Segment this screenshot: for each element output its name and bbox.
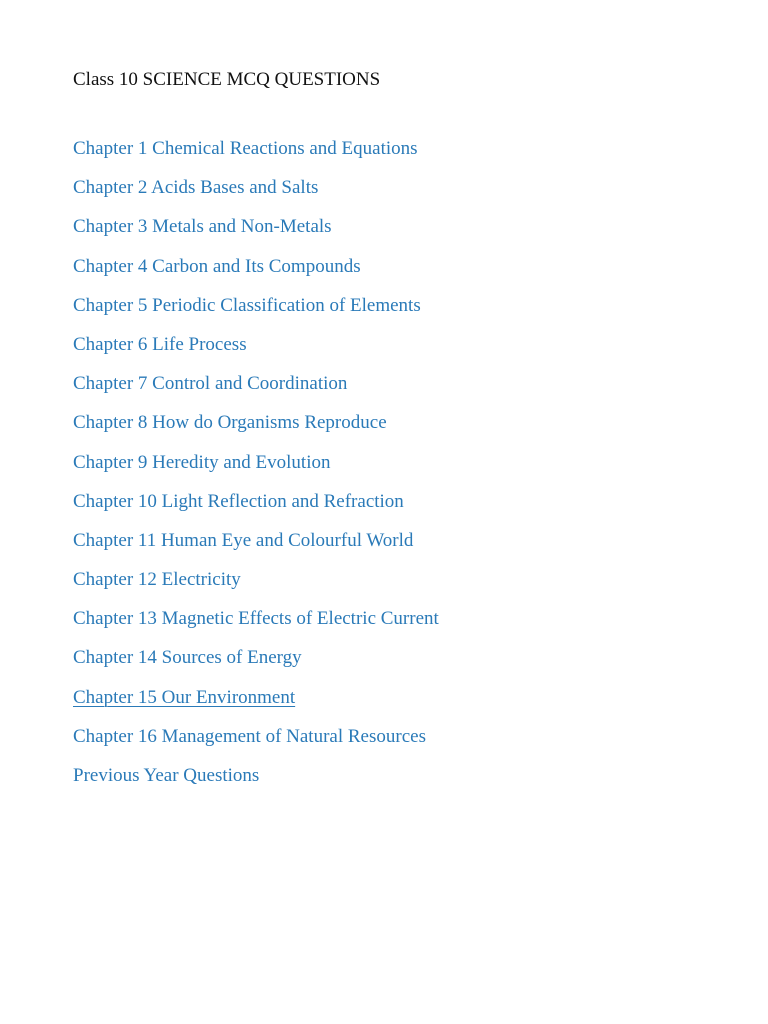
list-item [73, 568, 439, 607]
previous-year-questions-link[interactable]: Previous Year Questions [73, 765, 260, 786]
chapter-5-link[interactable]: Chapter 5 Periodic Classification of Elements [73, 294, 421, 316]
page-title: Class 10 SCIENCE MCQ QUESTIONS [73, 69, 381, 90]
chapter-10-link[interactable]: Chapter 10 Light Reflection and Refraction [73, 490, 404, 512]
chapter-12-link[interactable]: Chapter 12 Electricity [73, 569, 241, 591]
chapter-1-link[interactable]: Chapter 1 Chemical Reactions and Equations [73, 138, 418, 159]
chapter-14-link[interactable]: Chapter 14 Sources of Energy [73, 647, 302, 669]
list-item [73, 607, 439, 646]
list-item [73, 333, 439, 372]
chapter-link-list [73, 137, 439, 803]
chapter-3-link[interactable]: Chapter 3 Metals and Non-Metals [73, 216, 332, 238]
chapter-2-link[interactable]: Chapter 2 Acids Bases and Salts [73, 177, 319, 199]
chapter-8-link[interactable]: Chapter 8 How do Organisms Reproduce [73, 412, 387, 434]
list-item [73, 137, 439, 176]
list-item [73, 176, 439, 215]
list-item [73, 686, 439, 725]
list-item [73, 411, 439, 450]
list-item [73, 529, 439, 568]
list-item [73, 372, 439, 411]
list-item [73, 646, 439, 685]
chapter-11-link[interactable]: Chapter 11 Human Eye and Colourful World [73, 529, 414, 551]
chapter-6-link[interactable]: Chapter 6 Life Process [73, 333, 247, 355]
chapter-16-link[interactable]: Chapter 16 Management of Natural Resources [73, 725, 426, 747]
list-item [73, 490, 439, 529]
list-item [73, 215, 439, 254]
list-item [73, 451, 439, 490]
list-item [73, 764, 439, 803]
chapter-9-link[interactable]: Chapter 9 Heredity and Evolution [73, 451, 331, 473]
chapter-4-link[interactable]: Chapter 4 Carbon and Its Compounds [73, 255, 361, 277]
chapter-7-link[interactable]: Chapter 7 Control and Coordination [73, 373, 348, 395]
list-item [73, 255, 439, 294]
chapter-13-link[interactable]: Chapter 13 Magnetic Effects of Electric Current [73, 608, 439, 630]
chapter-15-link[interactable]: Chapter 15 Our Environment [73, 686, 296, 708]
list-item [73, 725, 439, 764]
list-item [73, 294, 439, 333]
